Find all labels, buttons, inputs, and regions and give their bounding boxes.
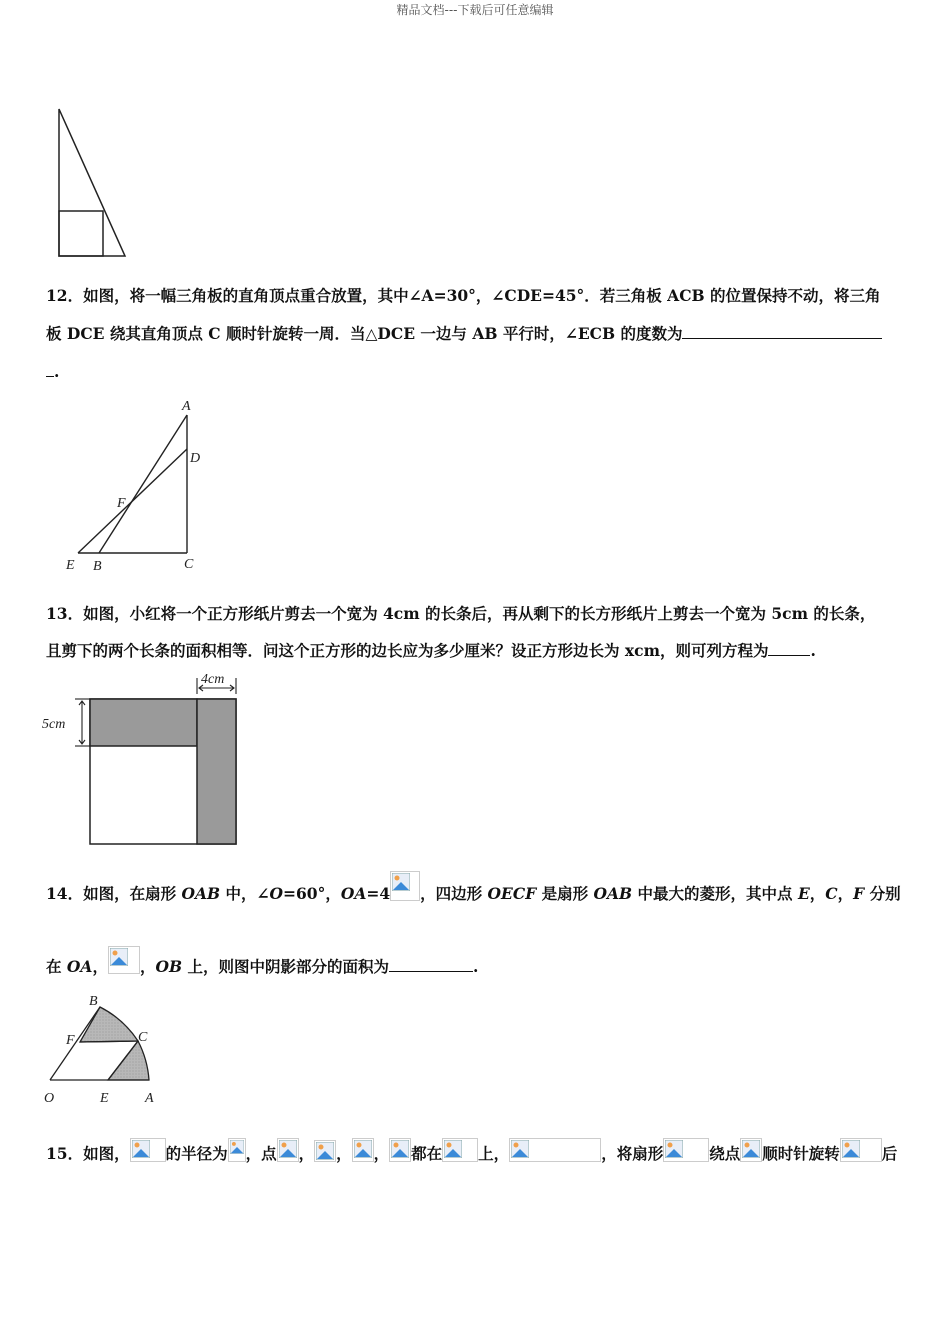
image-placeholder-icon xyxy=(390,871,420,901)
q14-label-a: A xyxy=(145,1091,154,1106)
image-placeholder-icon xyxy=(740,1138,762,1162)
q12-label-a: A xyxy=(182,399,191,414)
q15-line1: 15．如图， 的半径为 ，点 ， ， ， 都在 上， ，将扇形 绕点 顺时针旋转 后 xyxy=(46,1138,906,1164)
image-placeholder-icon xyxy=(352,1138,374,1162)
image-placeholder-icon xyxy=(389,1138,411,1162)
q14-figure xyxy=(42,992,162,1107)
q12-label-b: B xyxy=(93,559,102,574)
image-placeholder-icon xyxy=(228,1138,246,1162)
image-placeholder-icon xyxy=(108,946,140,974)
q12-line3: . xyxy=(46,362,59,382)
image-placeholder-icon xyxy=(442,1138,478,1162)
q12-label-d: D xyxy=(190,451,201,466)
image-placeholder-icon xyxy=(840,1138,882,1162)
q14-label-f: F xyxy=(66,1033,75,1048)
q12-label-e: E xyxy=(66,558,75,573)
q14-line1: 14．如图，在扇形 OAB 中，∠O=60°，OA=4 ，四边形 OECF 是扇形 OAB 中最大的菱形，其中点 E，C，F 分别 xyxy=(46,871,901,904)
q14-line2: 在 OA， ，OB 上，则图中阴影部分的面积为 . xyxy=(46,946,478,977)
image-placeholder-icon xyxy=(277,1138,299,1162)
q14-label-o: O xyxy=(44,1091,55,1106)
q13-label-4cm: 4cm xyxy=(201,672,225,687)
q14-label-e: E xyxy=(100,1091,109,1106)
q12-label-f: F xyxy=(117,496,126,511)
image-placeholder-icon xyxy=(509,1138,601,1162)
q13-figure xyxy=(42,668,252,848)
q13-line1: 13．如图，小红将一个正方形纸片剪去一个宽为 4cm 的长条后，再从剩下的长方形纸片上剪去一个宽为 5cm 的长条， xyxy=(46,604,876,623)
q14-label-b: B xyxy=(89,994,98,1009)
q12-line1: 12．如图，将一幅三角板的直角顶点重合放置，其中∠A=30°，∠CDE=45°．若三角板 ACB 的位置保持不动，将三角 xyxy=(46,286,881,305)
q14-label-c: C xyxy=(138,1030,148,1045)
q12-figure xyxy=(60,392,220,582)
image-placeholder-icon xyxy=(314,1140,336,1162)
image-placeholder-icon xyxy=(663,1138,709,1162)
triangle-square-figure xyxy=(50,100,140,265)
image-placeholder-icon xyxy=(130,1138,166,1162)
page-header: 精品文档---下载后可任意编辑 xyxy=(396,3,554,17)
q12-label-c: C xyxy=(184,557,194,572)
q13-label-5cm: 5cm xyxy=(42,717,66,732)
q12-line2: 板 DCE 绕其直角顶点 C 顺时针旋转一周．当△DCE 一边与 AB 平行时，∠ECB 的度数为 xyxy=(46,324,882,344)
q13-line2: 且剪下的两个长条的面积相等．问这个正方形的边长应为多少厘米？设正方形边长为 xcm，则可列方程为 . xyxy=(46,641,816,660)
